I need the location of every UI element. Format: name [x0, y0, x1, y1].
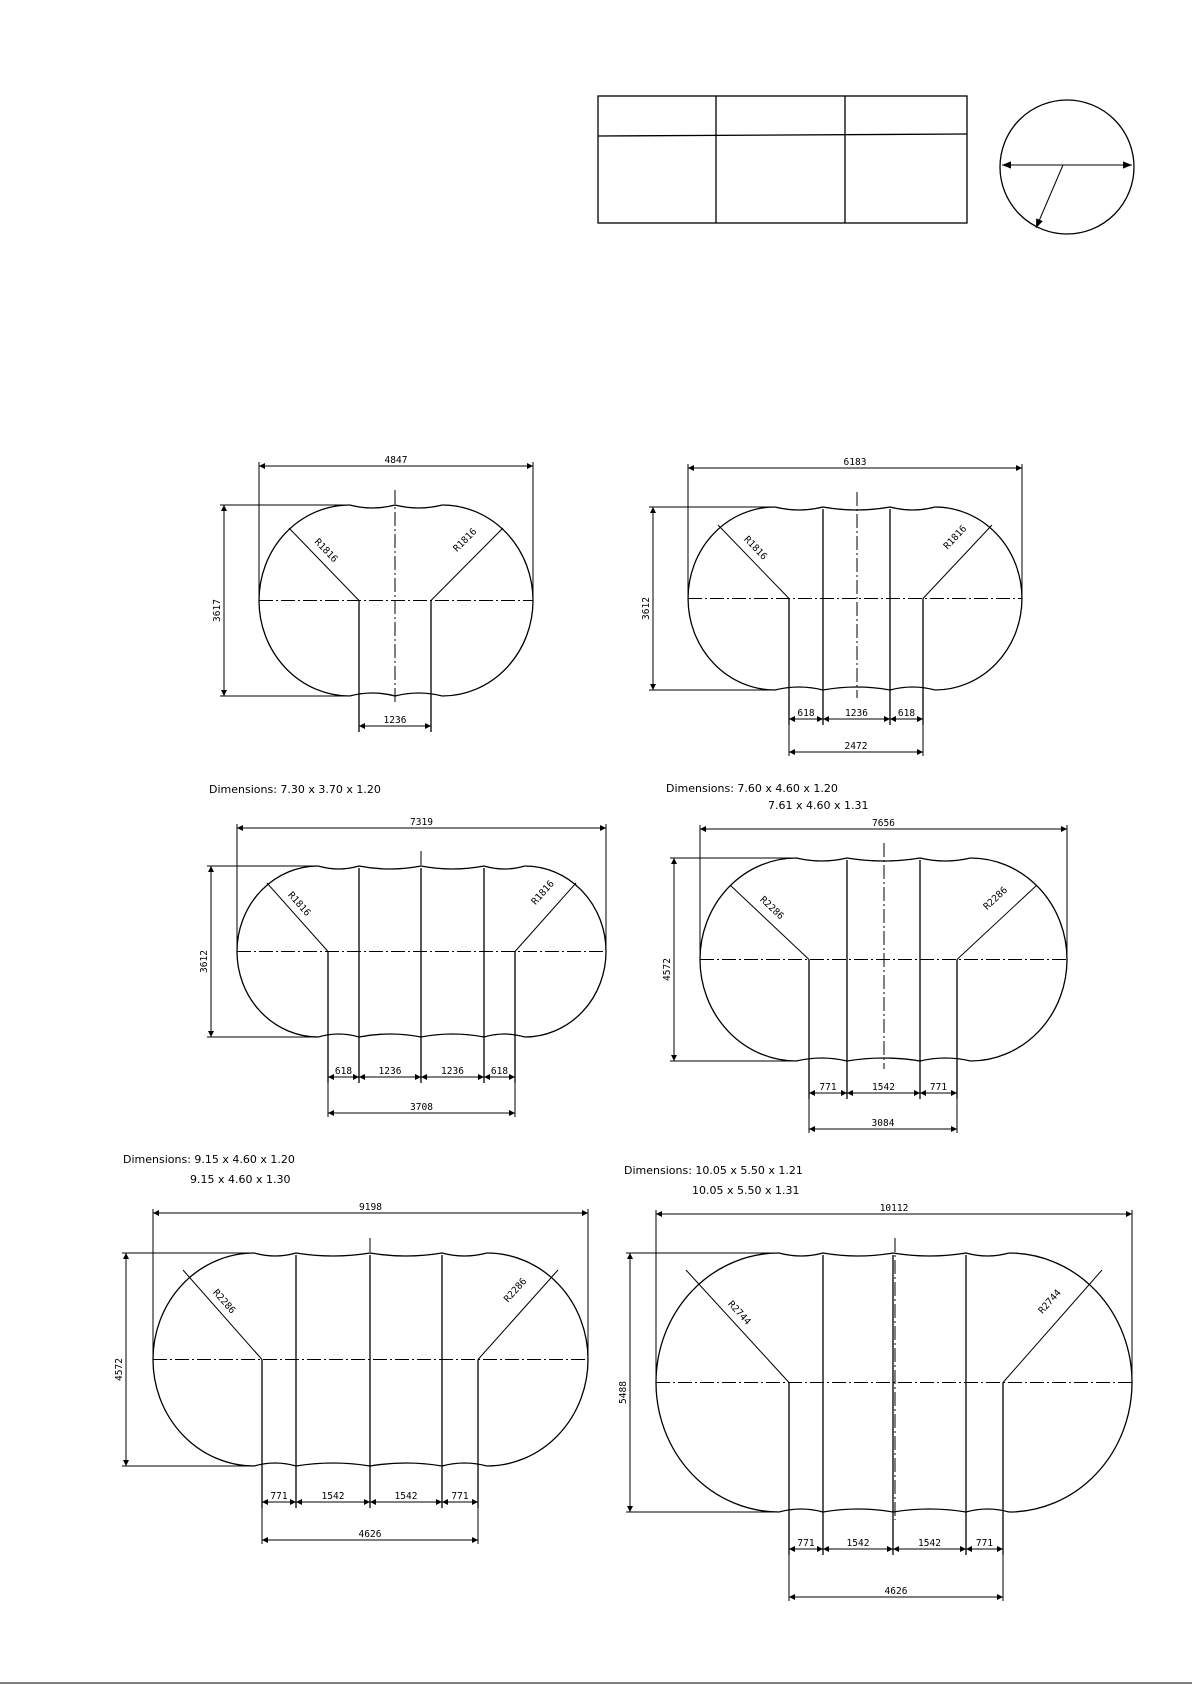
segment-dim-label: 1542	[321, 1491, 345, 1502]
caption-3b: 9.15 x 4.60 x 1.30	[190, 1173, 291, 1186]
radius-label-right: R1816	[529, 878, 557, 908]
radius-line-left	[289, 528, 359, 601]
pool-outline-bottom	[775, 687, 935, 690]
height-dim-label: 3617	[212, 599, 223, 622]
width-dim-label: 4847	[384, 455, 408, 466]
pool-outline-top	[350, 505, 443, 508]
radius-line-left	[718, 525, 789, 599]
radius-label-right: R1816	[451, 526, 480, 555]
caption-1: Dimensions: 7.30 x 3.70 x 1.20	[209, 783, 381, 796]
total-dim-label: 4626	[884, 1586, 908, 1597]
radius-label-right: R2744	[1036, 1287, 1064, 1317]
radius-label-left: R2286	[210, 1287, 238, 1317]
segment-dim-label: 618	[334, 1066, 353, 1077]
pool-drawing-d1	[212, 455, 533, 732]
pool-outline-top	[779, 1253, 1009, 1256]
segment-dim-label: 1236	[378, 1066, 402, 1077]
segment-dim-label: 618	[897, 708, 916, 719]
radius-label-left: R2744	[725, 1298, 753, 1328]
total-dim-label: 2472	[844, 741, 868, 752]
pool-drawing-d3	[199, 817, 606, 1117]
title-block-table	[598, 96, 967, 223]
radius-line-left	[183, 1270, 262, 1360]
height-dim-label: 4572	[662, 958, 673, 981]
pool-drawing-d6	[618, 1203, 1132, 1601]
segment-dim-label: 1542	[872, 1082, 895, 1093]
width-dim-label: 7319	[410, 817, 433, 828]
caption-4a: Dimensions: 10.05 x 5.50 x 1.21	[624, 1164, 803, 1177]
height-dim-label: 3612	[641, 597, 652, 620]
pool-drawings	[0, 455, 1192, 1683]
total-dim-label: 3708	[410, 1102, 433, 1113]
caption-3a: Dimensions: 9.15 x 4.60 x 1.20	[123, 1153, 295, 1166]
width-dim-label: 7656	[872, 818, 895, 829]
pool-drawing-d2	[641, 457, 1022, 756]
height-dim-label: 4572	[114, 1358, 125, 1381]
title-block-border	[598, 96, 967, 223]
compass-dimension-symbol	[1000, 100, 1134, 234]
pool-outline-top	[775, 507, 935, 510]
segment-dim-label: 1236	[441, 1066, 464, 1077]
segment-dim-label: 771	[451, 1491, 469, 1502]
caption-4b: 10.05 x 5.50 x 1.31	[692, 1184, 800, 1197]
segment-dim-label: 1542	[846, 1538, 870, 1549]
segment-dim-label: 618	[490, 1066, 509, 1077]
segment-dim-label: 771	[270, 1491, 288, 1502]
radius-label-left: R2286	[757, 894, 786, 923]
caption-2b: 7.61 x 4.60 x 1.31	[768, 799, 869, 812]
pool-drawing-d4	[662, 818, 1067, 1133]
total-dim-label: 4626	[358, 1529, 382, 1540]
radius-line-left	[730, 885, 809, 960]
title-block-row-divider	[598, 134, 967, 136]
height-dim-label: 5488	[618, 1381, 629, 1404]
segment-dim-label: 1236	[383, 715, 407, 726]
segment-dim-label: 618	[797, 708, 815, 719]
pool-outline-bottom	[779, 1509, 1009, 1512]
height-dim-label: 3612	[199, 950, 210, 973]
segment-dim-label: 771	[975, 1538, 994, 1549]
pool-outline-bottom	[350, 693, 443, 696]
radius-label-left: R1816	[311, 536, 340, 565]
radius-label-right: R2286	[502, 1276, 530, 1305]
pool-drawing-d5	[114, 1202, 588, 1544]
segment-dim-label: 771	[929, 1082, 948, 1093]
radius-label-left: R1816	[285, 889, 313, 919]
width-dim-label: 9198	[359, 1202, 382, 1213]
symbol-radius-arrow	[1036, 165, 1063, 228]
segment-dim-label: 1542	[918, 1538, 941, 1549]
radius-label-left: R1816	[741, 534, 770, 563]
segment-dim-label: 771	[819, 1082, 837, 1093]
total-dim-label: 3084	[871, 1118, 895, 1129]
width-dim-label: 6183	[843, 457, 867, 468]
width-dim-label: 10112	[879, 1203, 909, 1214]
segment-dim-label: 1542	[394, 1491, 418, 1502]
caption-2a: Dimensions: 7.60 x 4.60 x 1.20	[666, 782, 838, 795]
radius-line-right	[1003, 1270, 1102, 1383]
radius-label-right: R1816	[941, 523, 970, 552]
segment-dim-label: 771	[797, 1538, 815, 1549]
symbol-circle	[1000, 100, 1134, 234]
segment-dim-label: 1236	[845, 708, 868, 719]
radius-line-left	[686, 1270, 789, 1383]
radius-label-right: R2286	[981, 884, 1010, 913]
